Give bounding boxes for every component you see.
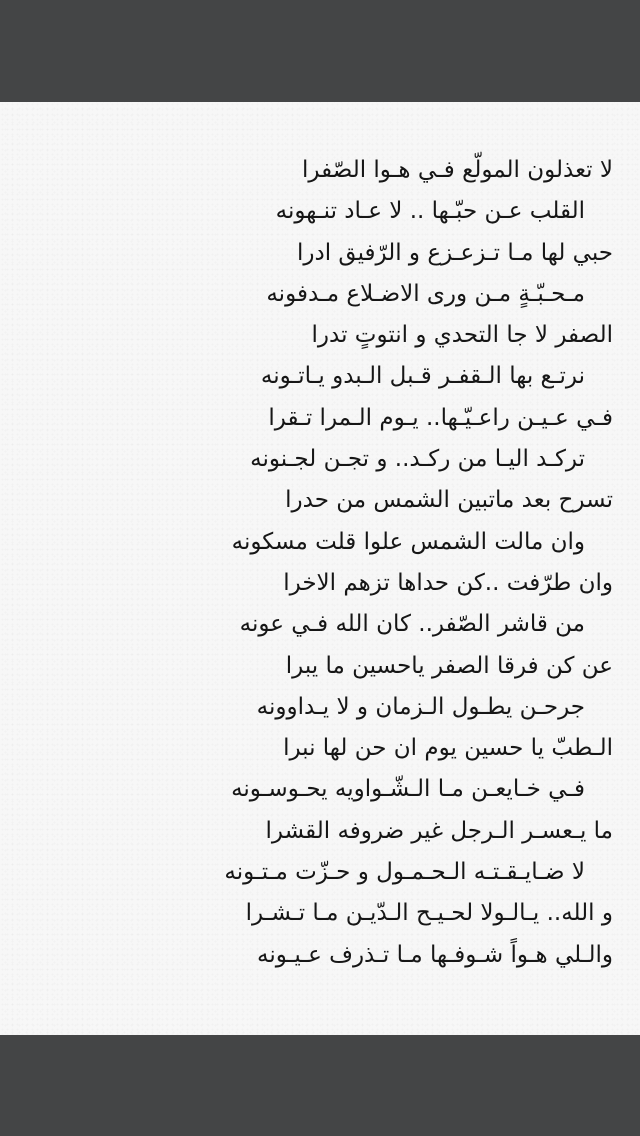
poem-line-18: لا ضـايـقـتـه الـحـمـول و حـزّت مـتـونه <box>224 859 585 886</box>
poem-line-5: الصفر لا جا التحدي و انتوتٍ تدرا <box>311 322 613 349</box>
poem-line-7: فـي عـيـن راعـيّـها.. يـوم الـمرا تـقرا <box>268 404 613 431</box>
poem-paper <box>0 102 640 1035</box>
poem-line-20: والـلي هـواً شـوفـها مـا تـذرف عـيـونه <box>257 941 613 968</box>
poem-line-13: عن كن فرقا الصفر ياحسين ما يبرا <box>285 652 613 679</box>
bottom-letterbox-bar <box>0 1035 640 1136</box>
poem-line-15: الـطبّ يا حسين يوم ان حن لها نبرا <box>283 735 613 762</box>
poem-line-14: جرحـن يطـول الـزمان و لا يـداوونه <box>256 693 585 720</box>
poem-line-1: لا تعذلون المولّع فـي هـوا الصّفرا <box>302 157 613 183</box>
poem-line-8: تركـد اليـا من ركـد.. و تجـن لجـنونه <box>250 446 585 473</box>
poem-line-3: حبي لها مـا تـزعـزع و الرّفيق ادرا <box>296 239 613 266</box>
poem-line-17: ما يـعسـر الـرجل غير ضروفه القشرا <box>265 817 613 844</box>
poem-text <box>13 150 613 976</box>
poem-line-11: وان طرّفت ..كن حداها تزهم الاخرا <box>283 569 613 596</box>
poem-line-19: و الله.. يـالـولا لحـيـح الـدّيـن مـا تـشـرا <box>245 900 613 927</box>
poem-line-9: تسرح بعد ماتبين الشمس من حدرا <box>285 487 613 514</box>
poem-line-6: نرتـع بها الـقفـر قـبل الـبدو يـاتـونه <box>260 363 585 390</box>
top-letterbox-bar <box>0 0 640 102</box>
poem-line-4: مـحـبّـةٍ مـن ورى الاضـلاع مـدفونه <box>266 280 585 307</box>
poem-line-10: وان مالت الشمس علوا قلت مسكونه <box>231 528 585 555</box>
poem-line-12: من قاشر الصّفر.. كان الله فـي عونه <box>239 611 585 638</box>
poem-line-2: القلب عـن حبّـها .. لا عـاد تنـهونه <box>275 198 585 225</box>
poem-line-16: فـي خـايعـن مـا الـشّـواويه يحـوسـونه <box>231 776 585 803</box>
